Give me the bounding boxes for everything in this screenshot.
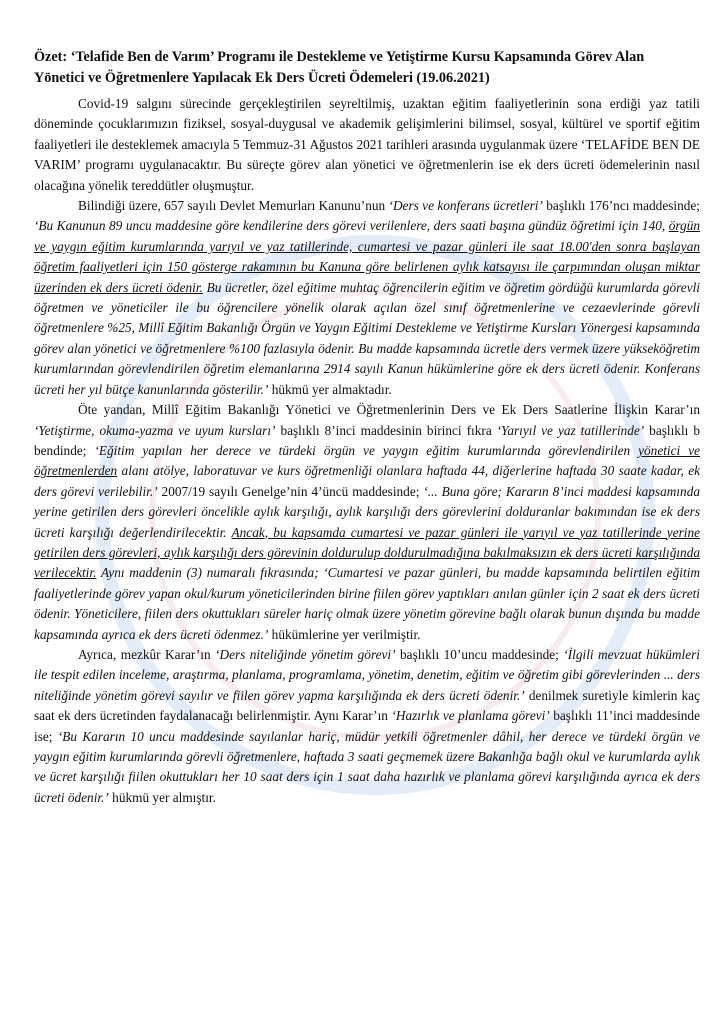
underlined-quote: örgün ve yaygın eğitim kurumlarında yarıyıl ve yaz tatillerinde, cumartesi ve pazar günleri ile saat 18.00'den sonra başlayan öğretim faaliyetleri için 150 gösterge rakamının bu Kanuna göre belirlenen aylık katsayısı ile çarpımından oluşan miktar üzerinden ek ders ücreti ödenir. (34, 218, 700, 295)
quote-segment: ‘Eğitim yapılan her derece ve türdeki örgün ve yaygın eğitim kurumlarında görevlendirilen (94, 442, 639, 458)
quote-segment: Aynı maddenin (3) numaralı fıkrasında; ‘Cumartesi ve pazar günleri, bu madde kapsamında belirtilen eğitim faaliyetlerinde görev yapan okul/kurum yöneticilerinden birine fiilen görev yaptıkları anılan günler için 2 saat ek ders ücreti ödenir. Yöneticilere, fiilen ders okuttukları süreler hariç olmak üzere yönetim görevine bağlı olarak bunun dışında bu madde kapsamında ayrıca ek ders ücreti ödenmez.’ (34, 565, 700, 642)
text-segment: denilmek suretiyle kimlerin kaç saat ek ders ücretinden faydalanacağı belirlenmiştir. Aynı Karar’ın (34, 687, 700, 724)
text-segment: Ayrıca, mezkûr Karar’ın (78, 646, 216, 662)
quote-segment: alanı atölye, laboratuvar ve kurs öğretmenliği olanlara haftada 44, diğerlerine haftada 30 saate kadar, ek ders görevi verilebilir.’ (34, 463, 700, 499)
document-body (34, 94, 700, 808)
text-segment: hükümlerine yer verilmiştir. (268, 626, 421, 642)
quote-segment: ‘İlgili mevzuat hükümleri ile tespit edilen inceleme, araştırma, planlama, programlama, yönetim, denetim, eğitim ve öğretim gibi görevlerinden ... ders niteliğinde yönetim görevi sayılır ve fiilen görev yapma karşılığında ek ders ücreti ödenir.’ (34, 646, 700, 703)
quote-segment: ‘Hazırlık ve planlama görevi’ (391, 708, 550, 724)
quote-segment: ‘Ders niteliğinde yönetim görevi’ (215, 646, 396, 662)
text-segment: Bilindiği üzere, 657 sayılı Devlet Memurları Kanunu’nun (78, 198, 389, 214)
quote-segment: ‘Yetiştirme, okuma-yazma ve uyum kursları’ (34, 422, 276, 438)
quote-segment: ‘Bu Kararın 10 uncu maddesinde sayılanlar hariç, müdür yetkili öğretmenler dâhil, her derece ve türdeki örgün ve yaygın eğitim kurumlarında görevli öğretmenlere, haftada 3 saati geçmemek üzere Bakanlığa bağlı okul ve kurumlarda aylık ve ücret karşılığı fiilen okuttukları her 10 saat ders için 1 saat daha hazırlık ve planlama görevi karşılığında ayrıca ek ders ücreti ödenir.’ (34, 728, 700, 805)
quote-segment: ‘Yarıyıl ve yaz tatillerinde’ (496, 422, 645, 438)
quote-segment: ‘... Buna göre; Kararın 8’inci maddesi kapsamında yerine getirilen ders görevleri öncelikle aylık karşılığı, aylık karşılığı ders görevlerini dolduranlar bakımından ise ek ders ücreti karşılığı değerlendirilecektir. (34, 483, 700, 540)
document-title: Özet: ‘Telafide Ben de Varım’ Programı ile Destekleme ve Yetiştirme Kursu Kapsamında Görev Alan Yönetici ve Öğretmenlere Yapılacak Ek Ders Ücreti Ödemeleri (19.06.2021) (34, 49, 645, 86)
underlined-quote: yönetici ve öğretmenlerden (34, 442, 701, 479)
text-segment: başlıklı 10’uncu maddesinde; (395, 646, 564, 662)
paragraph (34, 400, 700, 645)
text-segment: Covid-19 salgını sürecinde gerçekleştirilen seyreltilmiş, uzaktan eğitim faaliyetlerinin sona erdiği yaz tatili döneminde çocuklarımızın fiziksel, sosyal-duygusal ve akademik gelişimlerini bilimsel, sosyal, kültürel ve sportif eğitim faaliyetleri ile desteklemek amacıyla 5 Temmuz-31 Ağustos 2021 tarihleri arasında uygulanmak üzere ‘TELAFİDE BEN DE VARIM’ programı uygulanacaktır. Bu süreçte görev alan yönetici ve öğretmenlerin ise ek ders ücreti ödemelerinin nasıl olacağına yönelik tereddütler oluşmuştur. (34, 96, 700, 193)
text-segment: hükmü yer almıştır. (108, 789, 216, 805)
paragraph (34, 196, 700, 400)
text-segment: 2007/19 sayılı Genelge’nin 4’üncü maddesinde; (157, 483, 424, 499)
text-segment: başlıklı b bendinde; (34, 422, 700, 458)
text-segment: hükmü yer almaktadır. (268, 381, 392, 397)
paragraph (34, 94, 700, 196)
text-segment: Öte yandan, Millî Eğitim Bakanlığı Yönetici ve Öğretmenlerinin Ders ve Ek Ders Saatlerine İlişkin Karar’ın (78, 402, 700, 418)
text-segment: başlıklı 11’inci maddesinde ise; (34, 708, 700, 744)
quote-segment: Bu ücretler, özel eğitime muhtaç öğrencilerin eğitim ve öğretim gördüğü kurumlarda görevli öğretmen ve yöneticiler ile bu öğrencilere yönelik olarak açılan özel sınıf öğretmenlerine ve cezaevlerinde görevli öğretmenlere %25, Millî Eğitim Bakanlığı Örgün ve Yaygın Eğitimi Destekleme ve Yetiştirme Kursları Yönergesi kapsamında görev alan yönetici ve öğretmenlere %100 fazlasıyla ödenir. Bu madde kapsamında ücretle ders vermek üzere yükseköğretim kurumlarından görevlendirilen öğretim elemanlarına 2914 sayılı Kanun hükümlerine göre ek ders ücreti ödenir. Konferans ücreti her yıl bütçe kanunlarında gösterilir.’ (34, 279, 701, 397)
underlined-quote: Ancak, bu kapsamda cumartesi ve pazar günleri ile yarıyıl ve yaz tatillerinde yerine getirilen ders görevleri, aylık karşılığı ders görevinin doldurulup doldurulmadığına bakılmaksızın ek ders ücreti karşılığında verilecektir. (34, 524, 700, 581)
quote-segment: ‘Bu Kanunun 89 uncu maddesine göre kendilerine ders görevi verilenlere, ders saati başına gündüz öğretimi için 140, (34, 218, 669, 234)
quote-segment: ‘Ders ve konferans ücretleri’ (388, 198, 543, 214)
text-segment: başlıklı 176’ncı maddesinde; (542, 198, 700, 214)
paragraph (34, 645, 700, 808)
text-segment: başlıklı 8’inci maddesinin birinci fıkra (275, 422, 497, 438)
